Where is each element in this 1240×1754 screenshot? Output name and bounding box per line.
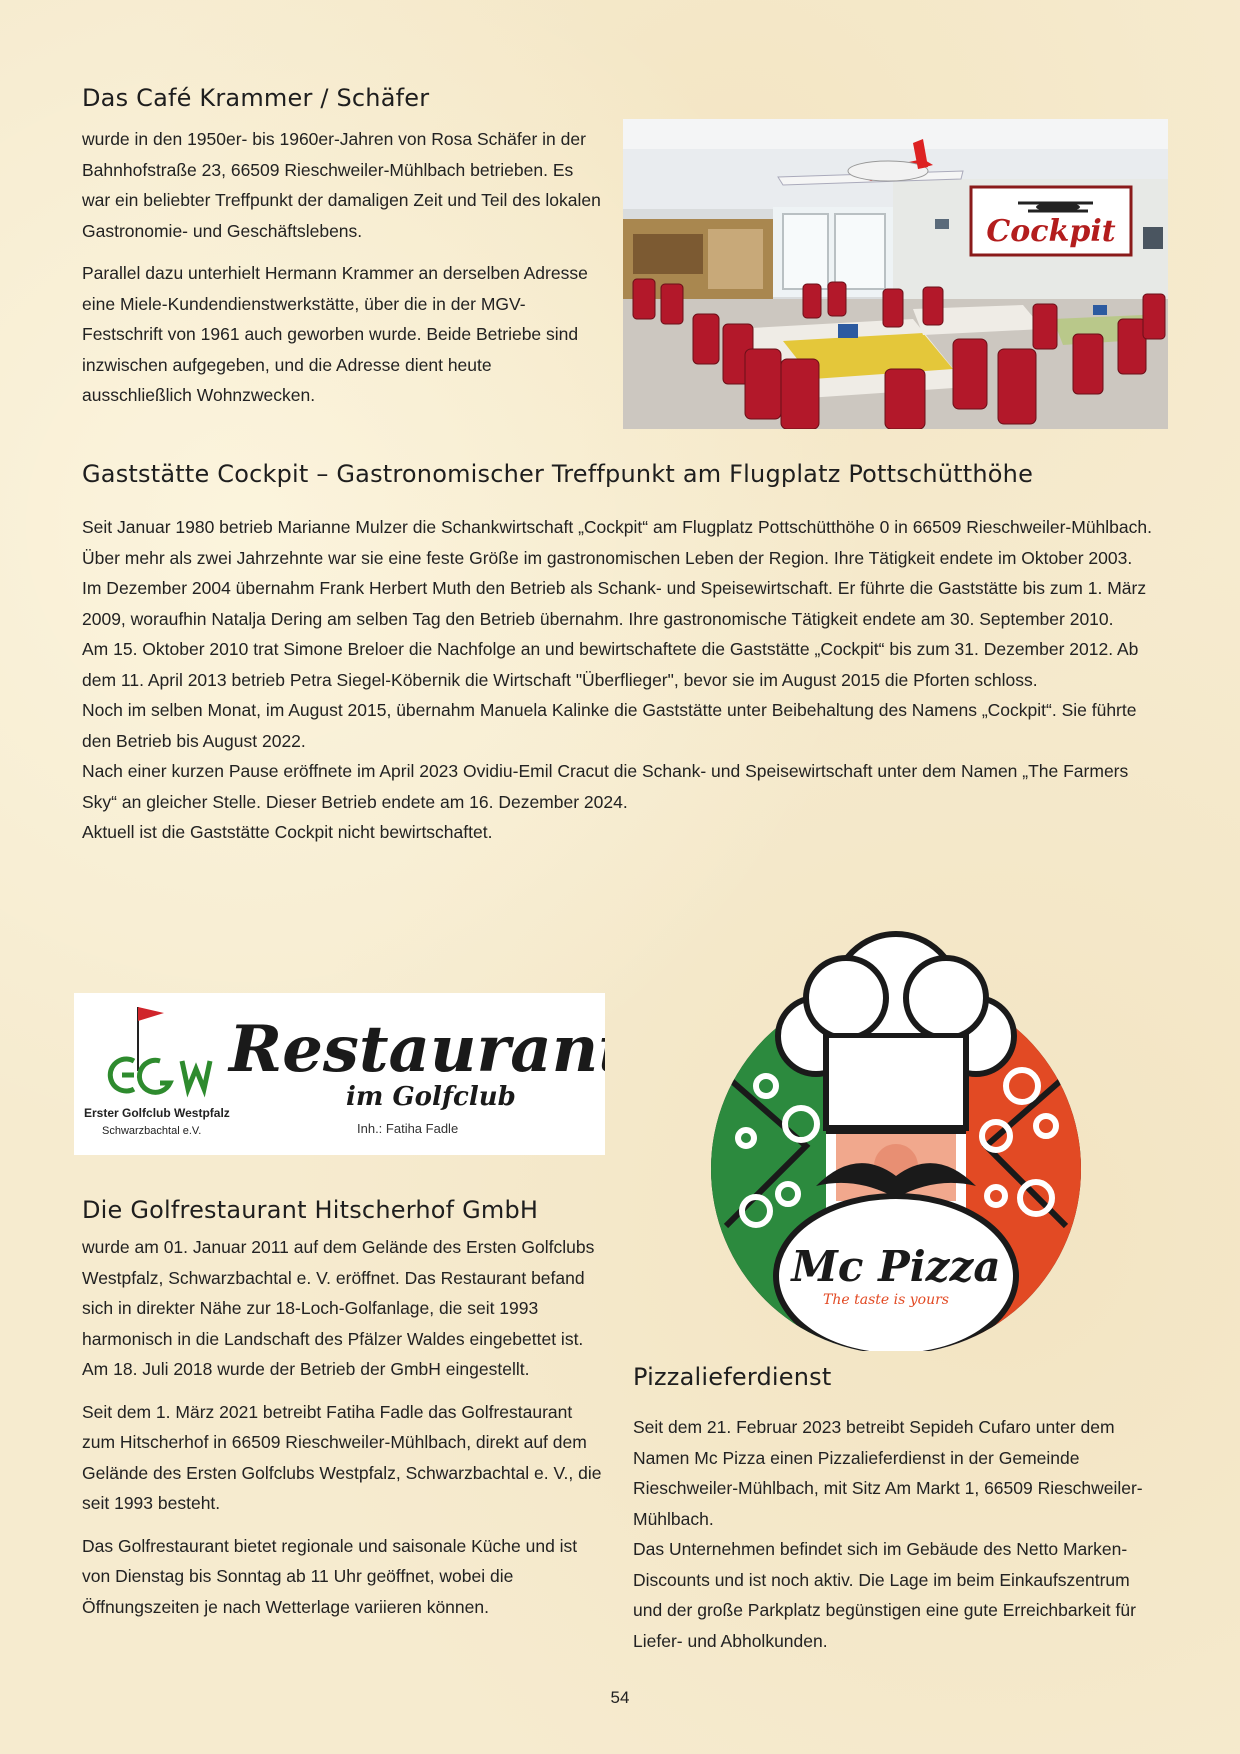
cockpit-sign-text: Cockpit — [986, 214, 1116, 249]
cockpit-paragraph: Am 15. Oktober 2010 trat Simone Breloer die Nachfolge an und bewirtschaftete die Gaststätte „Cockpit“ bis zum 31. Dezember 2012. Ab dem 11. April 2013 betrieb Petra Siegel-Köbernik die Wirtschaft "Überflieger", bevor sie im August 2015 die Pforten schloss. — [82, 639, 1139, 690]
pizza-heading: Pizzalieferdienst — [633, 1363, 832, 1391]
golf-logo-subtitle: im Golfclub — [346, 1082, 516, 1112]
pizza-paragraph: Das Unternehmen befindet sich im Gebäude des Netto Marken-Discounts und ist noch aktiv. Die Lage im beim Einkaufszentrum und der große Parkplatz begünstigen eine gute Erreichbarkeit für Liefer- und Abholkunden. — [633, 1539, 1136, 1651]
golfclub-name-line2: Schwarzbachtal e.V. — [102, 1125, 202, 1137]
pizza-text — [633, 1412, 1153, 1656]
golf-paragraph: wurde am 01. Januar 2011 auf dem Gelände des Ersten Golfclubs Westpfalz, Schwarzbachtal e. V. eröffnet. Das Restaurant befand sich in direkter Nähe zur 18-Loch-Golfanlage, die seit 1993 harmonisch in die Landschaft des Pfälzer Waldes eingebettet ist. Am 18. Juli 2018 wurde der Betrieb der GmbH eingestellt. — [82, 1237, 595, 1379]
cockpit-paragraph: Im Dezember 2004 übernahm Frank Herbert Muth den Betrieb als Schank- und Speisewirtschaft. Er führte die Gaststätte bis zum 1. März 2009, woraufhin Natalja Dering am selben Tag den Betrieb übernahm. Ihre gastronomische Tätigkeit endete am 30. September 2010. — [82, 578, 1147, 629]
page-number: 54 — [610, 1688, 630, 1707]
pizza-logo-brand: Mc Pizza — [791, 1242, 1001, 1291]
golf-paragraph: Seit dem 1. März 2021 betreibt Fatiha Fadle das Golfrestaurant zum Hitscherhof in 66509 Rieschweiler-Mühlbach, direkt auf dem Gelände des Ersten Golfclubs Westpfalz, Schwarzbachtal e. V., die seit 1993 besteht. — [82, 1401, 602, 1513]
pizza-paragraph: Seit dem 21. Februar 2023 betreibt Sepideh Cufaro unter dem Namen Mc Pizza einen Pizzalieferdienst in der Gemeinde Rieschweiler-Mühlbach, mit Sitz Am Markt 1, 66509 Rieschweiler-Mühlbach. — [633, 1417, 1143, 1529]
flag-icon — [138, 1007, 164, 1021]
cafe-text — [82, 124, 602, 423]
cockpit-text — [82, 512, 1162, 848]
golf-logo-restaurant: Restaurant — [229, 1012, 605, 1087]
cafe-heading: Das Café Krammer / Schäfer — [82, 84, 430, 112]
cockpit-paragraph: Aktuell ist die Gaststätte Cockpit nicht bewirtschaftet. — [82, 822, 493, 842]
pizza-logo-slogan: The taste is yours — [823, 1292, 949, 1308]
cockpit-paragraph: Noch im selben Monat, im August 2015, übernahm Manuela Kalinke die Gaststätte unter Beibehaltung des Namens „Cockpit“. Sie führte den Betrieb bis August 2022. — [82, 700, 1137, 751]
golf-heading: Die Golfrestaurant Hitscherhof GmbH — [82, 1196, 539, 1224]
cafe-paragraph: Parallel dazu unterhielt Hermann Krammer an derselben Adresse eine Miele-Kundendienstwerkstätte, über die in der MGV-Festschrift von 1961 auch geworben wurde. Beide Betriebe sind inzwischen aufgegeben, und die Adresse dient heute ausschließlich Wohnzwecken. — [82, 263, 588, 405]
mc-pizza-logo — [706, 926, 1086, 1351]
golf-text — [82, 1232, 602, 1634]
cockpit-interior-photo — [623, 119, 1168, 429]
golfclub-emblem-icon — [110, 1059, 210, 1092]
golf-logo-owner: Inh.: Fatiha Fadle — [357, 1121, 459, 1136]
cockpit-paragraph: Nach einer kurzen Pause eröffnete im April 2023 Ovidiu-Emil Cracut die Schank- und Speisewirtschaft unter dem Namen „The Farmers Sky“ an gleicher Stelle. Dieser Betrieb endete am 16. Dezember 2024. — [82, 761, 1129, 812]
cafe-paragraph: wurde in den 1950er- bis 1960er-Jahren von Rosa Schäfer in der Bahnhofstraße 23, 66509 Rieschweiler-Mühlbach betrieben. Es war ein beliebter Treffpunkt der damaligen Zeit und Teil des lokalen Gastronomie- und Geschäftslebens. — [82, 129, 601, 241]
cockpit-heading: Gaststätte Cockpit – Gastronomischer Treffpunkt am Flugplatz Pottschütthöhe — [82, 460, 1034, 488]
golf-restaurant-logo — [74, 993, 605, 1155]
cockpit-paragraph: Seit Januar 1980 betrieb Marianne Mulzer die Schankwirtschaft „Cockpit“ am Flugplatz Pottschütthöhe 0 in 66509 Rieschweiler-Mühlbach. Über mehr als zwei Jahrzehnte war sie eine feste Größe im gastronomischen Leben der Region. Ihre Tätigkeit endete im Oktober 2003. — [82, 517, 1152, 568]
golf-paragraph: Das Golfrestaurant bietet regionale und saisonale Küche und ist von Dienstag bis Sonntag ab 11 Uhr geöffnet, wobei die Öffnungszeiten je nach Wetterlage variieren können. — [82, 1535, 578, 1617]
golfclub-name-line1: Erster Golfclub Westpfalz — [84, 1106, 230, 1120]
